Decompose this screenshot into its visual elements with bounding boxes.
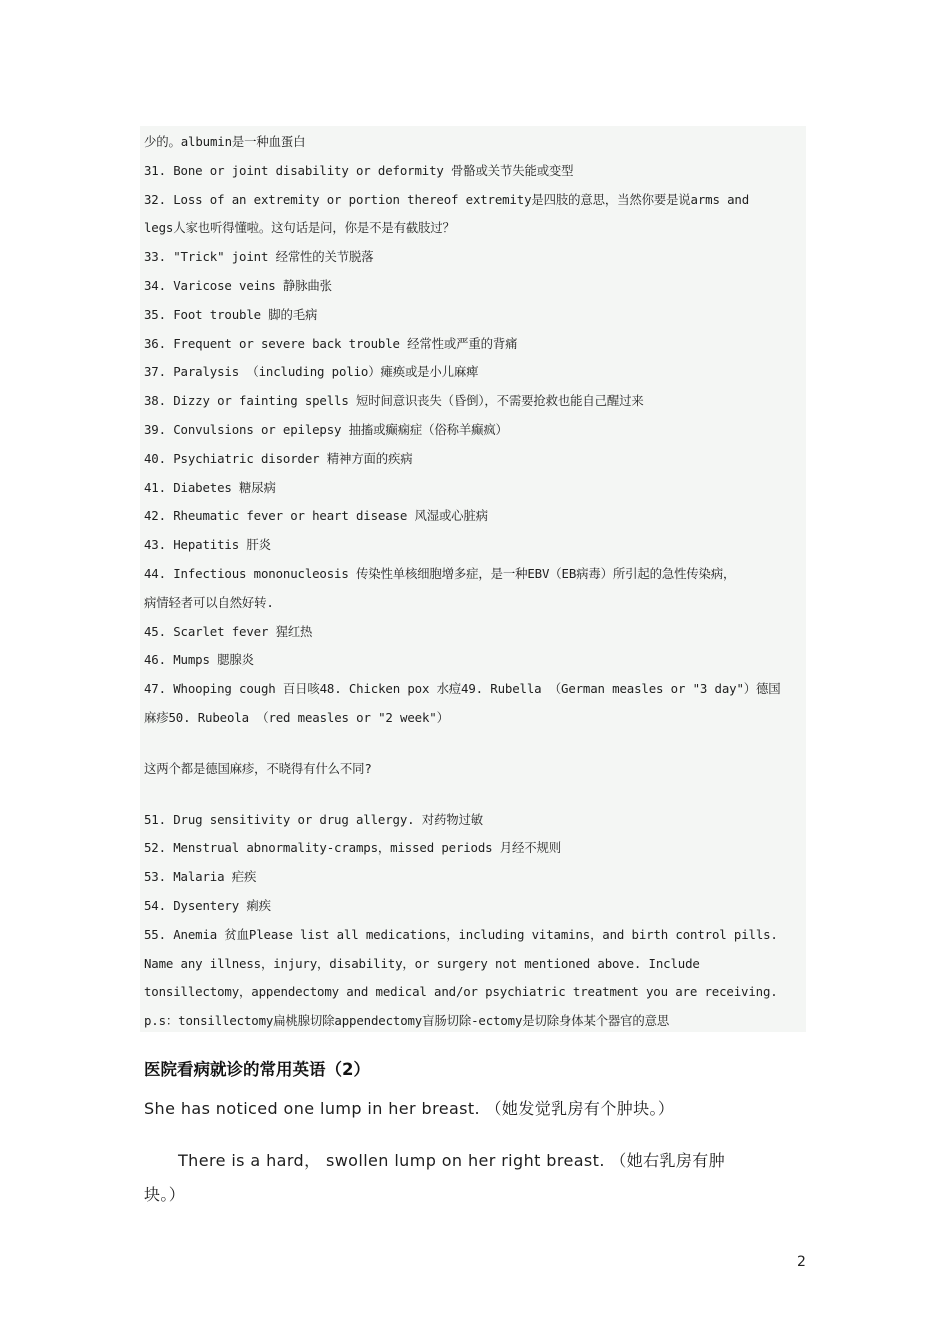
- list-line: 38. Dizzy or fainting spells 短时间意识丧失（昏倒），不需要抢救也能自己醒过来: [144, 393, 644, 409]
- blank-line: [144, 784, 804, 806]
- list-line: 41. Diabetes 糖尿病: [144, 479, 276, 495]
- list-line: 32. Loss of an extremity or portion thereof extremity是四肢的意思，当然你要是说arms and: [144, 191, 750, 207]
- list-line: 34. Varicose veins 静脉曲张: [144, 277, 332, 293]
- example-sentence-2-line-2: 块。）: [144, 1185, 186, 1204]
- list-line: 37. Paralysis （including polio）瘫痪或是小儿麻痺: [144, 364, 479, 380]
- list-line: 43. Hepatitis 肝炎: [144, 537, 271, 553]
- list-line: 40. Psychiatric disorder 精神方面的疾病: [144, 450, 413, 466]
- list-line: tonsillectomy，appendectomy and medical and/or psychiatric treatment you are receiving.: [144, 984, 778, 1000]
- list-line: 52. Menstrual abnormality-cramps，missed periods 月经不规则: [144, 840, 562, 856]
- list-line: 39. Convulsions or epilepsy 抽搐或癫痫症（俗称羊癫疯）: [144, 421, 508, 437]
- list-line: 麻疹50. Rubeola （red measles or "2 week"）: [144, 709, 449, 725]
- list-line: legs人家也听得懂啦。这句话是问，你是不是有截肢过？: [144, 220, 455, 236]
- list-line: 33. "Trick" joint 经常性的关节脱落: [144, 249, 374, 265]
- list-line: 42. Rheumatic fever or heart disease 风湿或心脏病: [144, 508, 488, 524]
- list-line: 55. Anemia 贫血Please list all medications，including vitamins，and birth control pills.: [144, 926, 778, 942]
- page-number: 2: [797, 1254, 806, 1270]
- list-line: 54. Dysentery 痢疾: [144, 897, 271, 913]
- list-line: 47. Whooping cough 百日咳48. Chicken pox 水痘49. Rubella （German measles or "3 day"）德国: [144, 681, 781, 697]
- list-line: 53. Malaria 疟疾: [144, 869, 257, 885]
- list-line: p.s：tonsillectomy扁桃腺切除appendectomy盲肠切除-ectomy是切除身体某个器官的意思: [144, 1013, 670, 1029]
- list-line: Name any illness，injury，disability，or surgery not mentioned above. Include: [144, 955, 700, 971]
- list-line: 35. Foot trouble 脚的毛病: [144, 306, 318, 322]
- list-line: 36. Frequent or severe back trouble 经常性或严重的背痛: [144, 335, 518, 351]
- example-sentence-2-line-1: There is a hard， swollen lump on her right breast. （她右乳房有肿: [178, 1151, 726, 1170]
- section-heading: 医院看病就诊的常用英语（2）: [144, 1060, 370, 1079]
- example-sentence-1: She has noticed one lump in her breast. （她发觉乳房有个肿块。）: [144, 1099, 675, 1118]
- list-line: 44. Infectious mononucleosis 传染性单核细胞增多症，是一种EBV（EB病毒）所引起的急性传染病，: [144, 565, 736, 581]
- list-line: 病情轻者可以自然好转.: [144, 594, 274, 610]
- list-line: 31. Bone or joint disability or deformity 骨骼或关节失能或变型: [144, 162, 574, 178]
- list-line: 46. Mumps 腮腺炎: [144, 652, 254, 668]
- list-line: 51. Drug sensitivity or drug allergy. 对药物过敏: [144, 811, 483, 827]
- blank-line: [144, 733, 804, 755]
- medical-terms-list: [144, 128, 804, 1036]
- note-line: 这两个都是德国麻疹，不晓得有什么不同?: [144, 760, 372, 776]
- list-line: 少的。albumin是一种血蛋白: [144, 134, 306, 149]
- list-line: 45. Scarlet fever 猩红热: [144, 623, 313, 639]
